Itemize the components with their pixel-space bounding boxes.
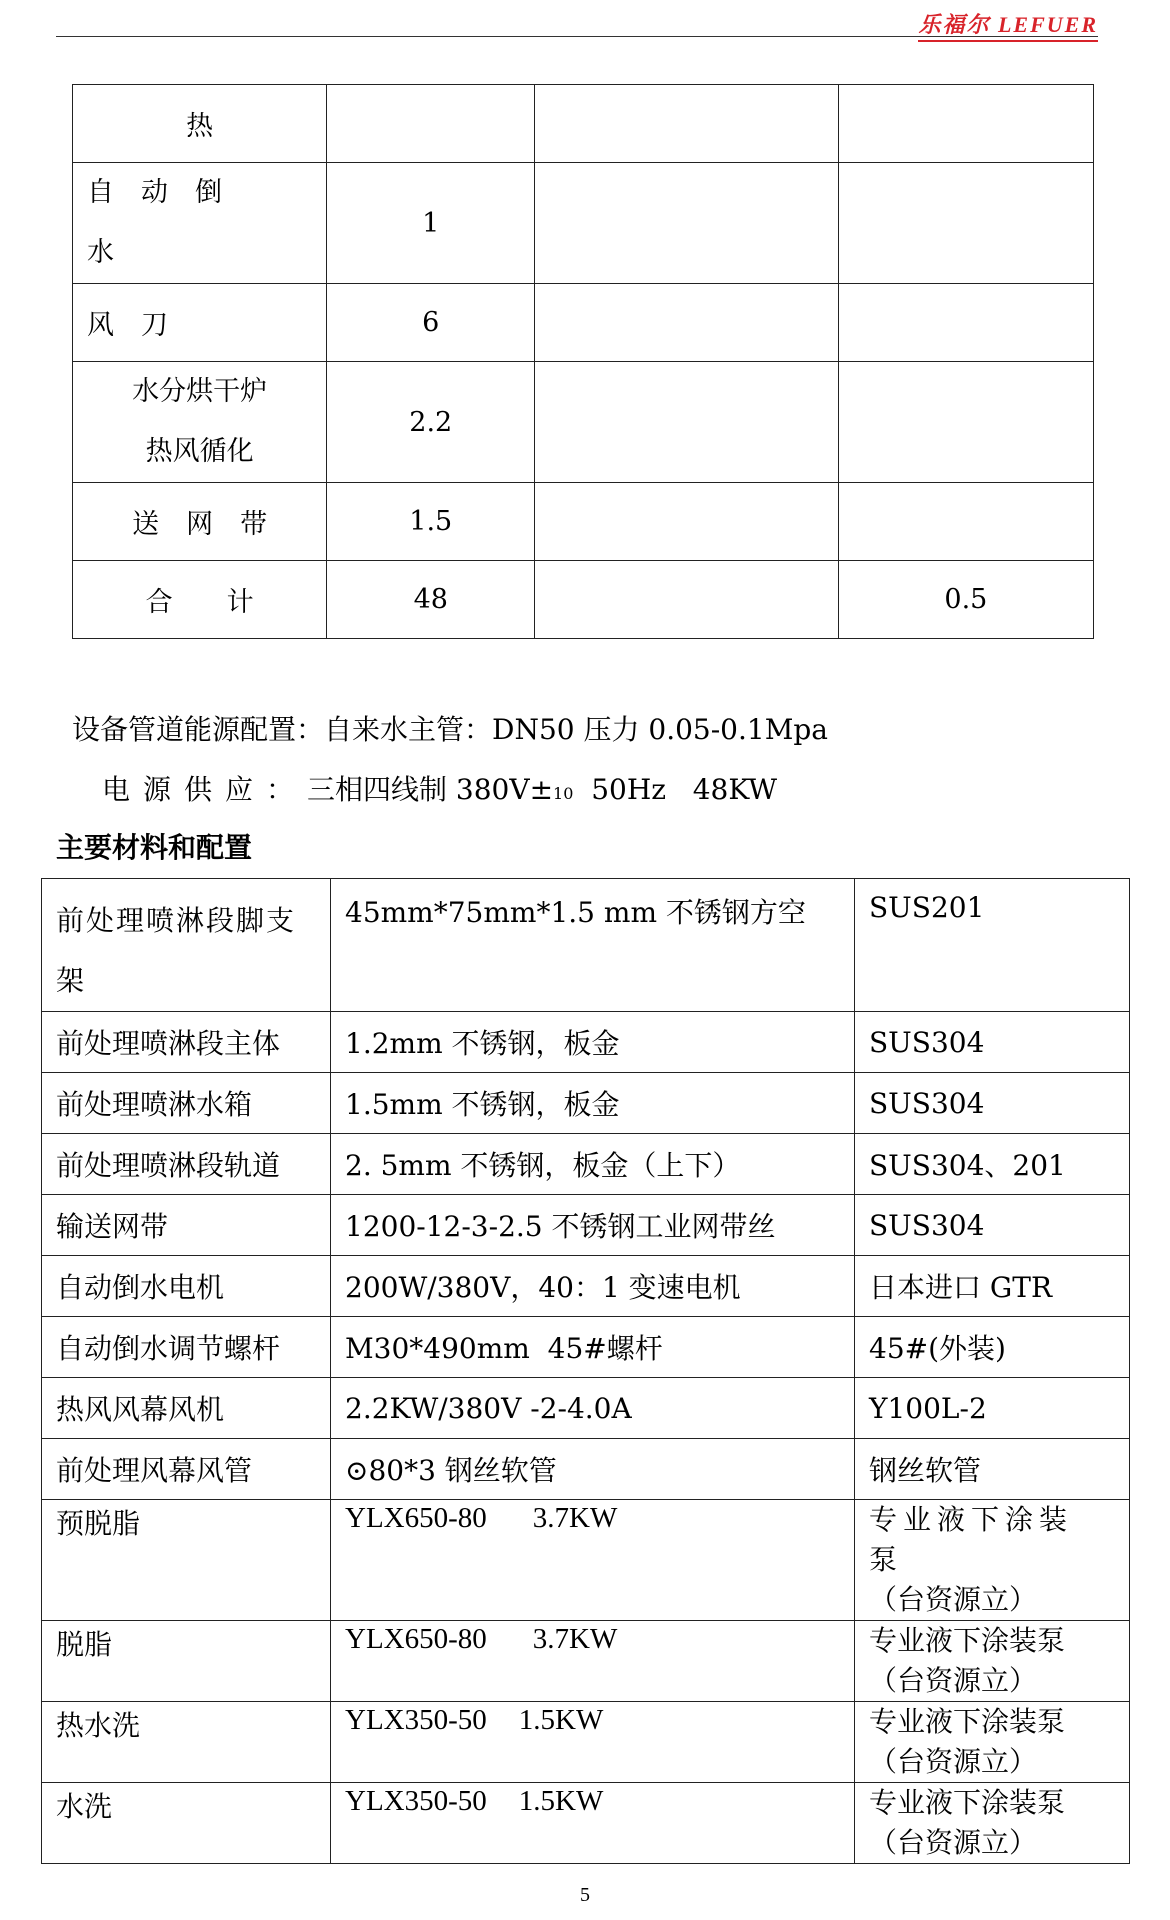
pump-type: 专业液下涂装泵 （台资源立） [855,1783,1130,1864]
row-label: 合 计 [73,561,327,639]
material-name: 自动倒水调节螺杆 [42,1317,331,1378]
material-name: 前处理喷淋段脚支架 [42,879,331,1012]
material-grade: SUS304、201 [855,1134,1130,1195]
pump-type: 专业液下涂装泵 （台资源立） [855,1621,1130,1702]
power-supply-text [102,768,777,808]
material-spec: 45mm*75mm*1.5 mm 不锈钢方空 [331,879,855,1012]
pump-model: YLX650-80 3.7KW [331,1621,855,1702]
table-cell: 2.2 [327,362,535,483]
table-cell [535,163,838,284]
table-cell [838,163,1093,284]
table-cell [838,85,1093,163]
pipe-config-text: 设备管道能源配置：自来水主管：DN50 压力 0.05-0.1Mpa [72,713,829,746]
power-supply-value: 三相四线制 380V± [307,773,554,806]
material-grade: SUS304 [855,1012,1130,1073]
table-row [42,1439,1130,1500]
material-spec: 1.5mm 不锈钢，板金 [331,1073,855,1134]
table-row [73,483,1094,561]
table-row [42,1500,1130,1621]
table-row [73,85,1094,163]
table-row [73,284,1094,362]
row-label: 水分烘干炉 热风循化 [73,362,327,483]
material-spec: 200W/380V，40：1 变速电机 [331,1256,855,1317]
material-spec: 1200-12-3-2.5 不锈钢工业网带丝 [331,1195,855,1256]
power-tolerance: 10 [553,784,574,803]
table-cell [838,284,1093,362]
material-spec: M30*490mm 45#螺杆 [331,1317,855,1378]
pump-stage: 热水洗 [42,1702,331,1783]
material-grade: SUS201 [855,879,1130,1012]
table-row [42,1073,1130,1134]
pump-model: YLX350-50 1.5KW [331,1702,855,1783]
material-name: 前处理风幕风管 [42,1439,331,1500]
page-number: 5 [580,1884,590,1906]
pump-stage: 脱脂 [42,1621,331,1702]
table-cell [838,362,1093,483]
table-row [42,1621,1130,1702]
table-row [42,1195,1130,1256]
table-row [42,1012,1130,1073]
pump-stage: 水洗 [42,1783,331,1864]
table-cell: 1 [327,163,535,284]
table-row [42,1317,1130,1378]
table-row [42,1378,1130,1439]
material-name: 前处理喷淋段轨道 [42,1134,331,1195]
table-cell [535,483,838,561]
table-cell [535,284,838,362]
table-row [73,362,1094,483]
material-spec: 1.2mm 不锈钢，板金 [331,1012,855,1073]
pump-stage: 预脱脂 [42,1500,331,1621]
material-grade: 45#(外装) [855,1317,1130,1378]
table-row [42,1256,1130,1317]
table-row [42,879,1130,1012]
pump-type: 专业液下涂装泵 （台资源立） [855,1500,1130,1621]
row-label: 送 网 带 [73,483,327,561]
material-name: 输送网带 [42,1195,331,1256]
material-grade: 日本进口 GTR [855,1256,1130,1317]
table-cell: 6 [327,284,535,362]
material-name: 热风风幕风机 [42,1378,331,1439]
brand-logo: 乐福尔 LEFUER [918,8,1098,42]
material-name: 自动倒水电机 [42,1256,331,1317]
table-row [42,1134,1130,1195]
table-cell: 48 [327,561,535,639]
row-label: 热 [73,85,327,163]
header-rule [56,36,1098,37]
table-row [73,163,1094,284]
table-row [42,1702,1130,1783]
row-label: 风 刀 [73,284,327,362]
material-grade: SUS304 [855,1195,1130,1256]
material-grade: Y100L-2 [855,1378,1130,1439]
pump-type: 专业液下涂装泵 （台资源立） [855,1702,1130,1783]
material-spec: 2. 5mm 不锈钢，板金（上下） [331,1134,855,1195]
row-label: 自 动 倒 水 [73,163,327,284]
material-spec: ⊙80*3 钢丝软管 [331,1439,855,1500]
table-cell [535,85,838,163]
pump-model: YLX650-80 3.7KW [331,1500,855,1621]
power-supply-rest: 50Hz 48KW [573,773,778,806]
material-grade: 钢丝软管 [855,1439,1130,1500]
table-cell [327,85,535,163]
materials-table [41,878,1130,1864]
power-supply-label: 电源供应： [102,773,308,806]
table-row [73,561,1094,639]
material-spec: 2.2KW/380V -2-4.0A [331,1378,855,1439]
material-name: 前处理喷淋水箱 [42,1073,331,1134]
table-cell [535,362,838,483]
table-cell [535,561,838,639]
section-title: 主要材料和配置 [56,831,253,864]
table-cell: 0.5 [838,561,1093,639]
material-name: 前处理喷淋段主体 [42,1012,331,1073]
power-table [72,84,1094,639]
table-row [42,1783,1130,1864]
material-grade: SUS304 [855,1073,1130,1134]
table-cell [838,483,1093,561]
table-cell: 1.5 [327,483,535,561]
pump-model: YLX350-50 1.5KW [331,1783,855,1864]
